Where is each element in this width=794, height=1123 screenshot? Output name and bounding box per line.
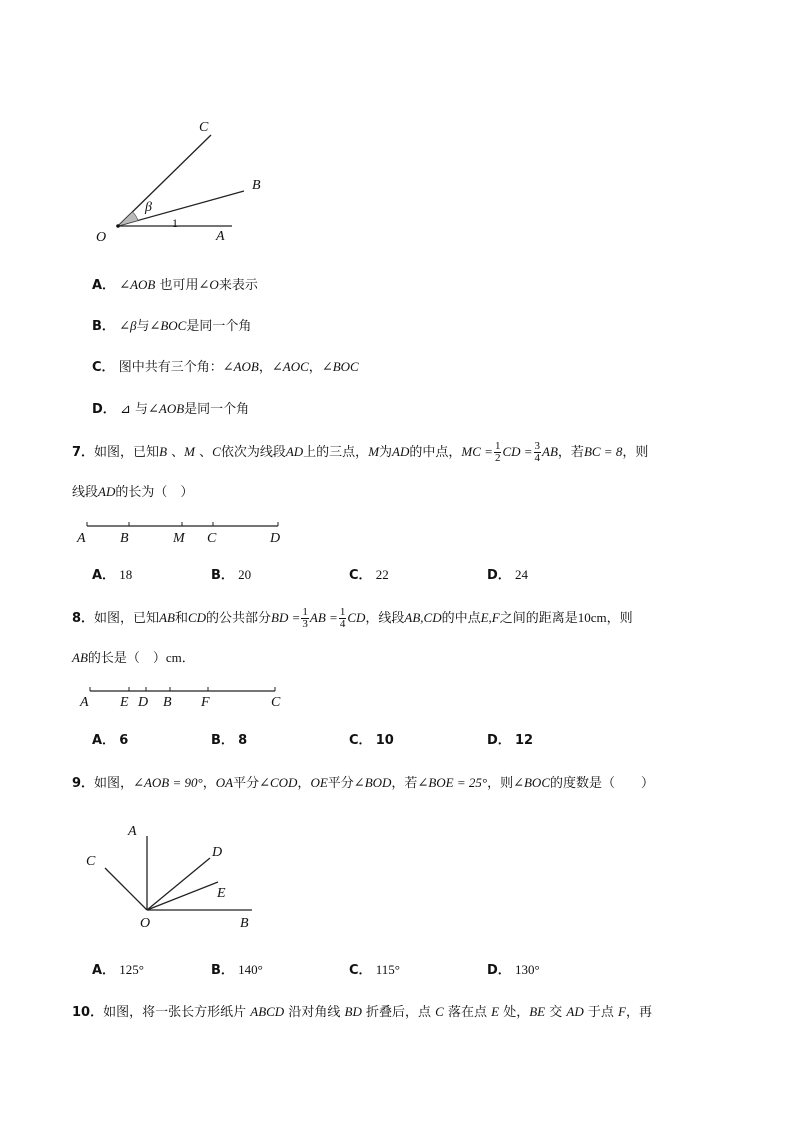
math: BD bbox=[344, 1004, 362, 1019]
point-e-label: E bbox=[120, 695, 129, 710]
q9-choice-c[interactable] bbox=[349, 962, 400, 979]
point-b-label: B bbox=[240, 916, 249, 931]
text: 依次为线段 bbox=[220, 445, 286, 460]
text: 的中点 bbox=[441, 611, 481, 626]
math: M bbox=[368, 444, 380, 459]
math: C bbox=[435, 1004, 444, 1019]
option-label: D． bbox=[487, 568, 511, 583]
point-c-label: C bbox=[207, 531, 217, 546]
option-label: C． bbox=[349, 963, 372, 978]
text: 的中点， bbox=[409, 445, 462, 460]
text: ，线段 bbox=[365, 611, 405, 626]
math: ∠BOE = 25° bbox=[417, 775, 488, 790]
option-value: 8 bbox=[238, 733, 248, 748]
q7-choice-d[interactable] bbox=[487, 567, 528, 584]
option-value: 115° bbox=[375, 962, 400, 977]
text: 如图， bbox=[94, 776, 134, 791]
text: 和 bbox=[174, 611, 188, 626]
math: ∠β bbox=[119, 318, 137, 333]
point-m-label: M bbox=[173, 531, 185, 546]
q8-choice-a[interactable] bbox=[92, 733, 128, 749]
beta-label: β bbox=[145, 200, 152, 215]
option-label: D． bbox=[92, 402, 116, 417]
text: 的度数是（ ） bbox=[550, 776, 655, 791]
point-d-label: D bbox=[138, 695, 149, 710]
q9-choice-a[interactable] bbox=[92, 962, 144, 979]
q10-stem bbox=[72, 1004, 652, 1021]
text: 、 bbox=[167, 445, 185, 460]
question-number: 8． bbox=[72, 611, 95, 626]
text: ， bbox=[297, 776, 311, 791]
math: CD = bbox=[502, 444, 533, 459]
option-label: C． bbox=[349, 733, 372, 748]
math: E bbox=[491, 1004, 500, 1019]
text: 折叠后，点 bbox=[365, 1005, 431, 1020]
q7-stem-line1 bbox=[72, 441, 648, 464]
text: 与 bbox=[134, 402, 148, 417]
math: ∠BOC bbox=[513, 775, 550, 790]
point-a-label: A bbox=[77, 531, 86, 546]
point-a-label: A bbox=[128, 824, 137, 839]
option-label: B． bbox=[211, 733, 234, 748]
point-d-label: D bbox=[212, 845, 223, 860]
option-label: D． bbox=[487, 963, 511, 978]
fraction: $\frac{3}{4}$ bbox=[534, 440, 541, 464]
option-value: 24 bbox=[514, 567, 528, 582]
q7-choice-c[interactable] bbox=[349, 567, 389, 584]
text: 与 bbox=[136, 319, 150, 334]
angle-one-label: 1 bbox=[172, 216, 178, 230]
math: OA bbox=[215, 775, 234, 790]
point-e-label: E bbox=[217, 886, 226, 901]
text: 上的三点， bbox=[303, 445, 369, 460]
option-value: 20 bbox=[238, 567, 252, 582]
text: 沿对角线 bbox=[288, 1005, 341, 1020]
option-value: 18 bbox=[119, 567, 133, 582]
text: 于点 bbox=[587, 1005, 614, 1020]
option-value: 22 bbox=[375, 567, 389, 582]
math: ∠O bbox=[198, 277, 219, 292]
text: 来表示 bbox=[218, 278, 258, 293]
math: 10cm bbox=[577, 610, 607, 625]
q6-option-d[interactable] bbox=[92, 401, 249, 418]
point-b-label: B bbox=[163, 695, 172, 710]
math: ∠AOB bbox=[148, 401, 185, 416]
q9-choice-d[interactable] bbox=[487, 962, 540, 979]
text: 的长是（ ） bbox=[87, 651, 166, 666]
option-label: B． bbox=[211, 963, 234, 978]
text: 是同一个角 bbox=[184, 402, 250, 417]
math: OE bbox=[310, 775, 328, 790]
math: ∠BOC bbox=[149, 318, 187, 333]
math: MC = bbox=[461, 444, 493, 459]
fraction: $\frac{1}{2}$ bbox=[494, 440, 501, 464]
math: AB = bbox=[309, 610, 338, 625]
math: CD bbox=[187, 610, 207, 625]
fraction: $\frac{1}{4}$ bbox=[339, 606, 346, 630]
option-label: A． bbox=[92, 278, 116, 293]
text: 如图，已知 bbox=[94, 611, 160, 626]
math: BD = bbox=[271, 610, 301, 625]
text: ． bbox=[181, 651, 195, 666]
option-label: D． bbox=[487, 733, 511, 748]
math: AB,CD bbox=[404, 610, 442, 625]
q6-option-b[interactable] bbox=[92, 318, 251, 335]
q7-choice-a[interactable] bbox=[92, 567, 132, 584]
text: ，则 bbox=[487, 776, 514, 791]
math: BE bbox=[529, 1004, 546, 1019]
text: ，则 bbox=[622, 445, 649, 460]
math: ∠AOB bbox=[119, 277, 156, 292]
text: 平分 bbox=[327, 776, 354, 791]
math: ∠AOC bbox=[271, 359, 309, 374]
point-a-label: A bbox=[80, 695, 89, 710]
math: AD bbox=[392, 444, 410, 459]
segment-figure-q7 bbox=[72, 518, 292, 552]
math: ∠AOB bbox=[222, 359, 259, 374]
q8-choice-b[interactable] bbox=[211, 733, 247, 749]
question-number: 7． bbox=[72, 445, 95, 460]
question-number: 10． bbox=[72, 1005, 104, 1020]
math: ∠BOC bbox=[321, 359, 359, 374]
point-b-label: B bbox=[252, 178, 261, 193]
math: CD bbox=[347, 610, 366, 625]
text: 处， bbox=[503, 1005, 530, 1020]
text: ，再 bbox=[626, 1005, 653, 1020]
point-f-label: F bbox=[201, 695, 210, 710]
math: ∠BOD bbox=[353, 775, 392, 790]
math: AB bbox=[159, 610, 175, 625]
q7-choice-b[interactable] bbox=[211, 567, 251, 584]
option-value: 6 bbox=[119, 733, 129, 748]
math: AB bbox=[542, 444, 558, 459]
angle-figure-q6 bbox=[80, 110, 280, 250]
q9-choice-b[interactable] bbox=[211, 962, 263, 979]
math: AD bbox=[566, 1004, 584, 1019]
text: 之间的距离是 bbox=[499, 611, 578, 626]
math: C bbox=[212, 444, 221, 459]
text: 、 bbox=[195, 445, 213, 460]
option-value: 12 bbox=[514, 733, 534, 748]
text: ， bbox=[202, 776, 216, 791]
option-value: 140° bbox=[238, 962, 263, 977]
point-c-label: C bbox=[86, 854, 96, 869]
math: AD bbox=[285, 444, 304, 459]
option-label: B． bbox=[92, 319, 115, 334]
text: ，若 bbox=[391, 776, 418, 791]
option-label: C． bbox=[92, 360, 115, 375]
text: 落在点 bbox=[447, 1005, 487, 1020]
text: 如图，将一张长方形纸片 bbox=[103, 1005, 247, 1020]
math: ∠COD bbox=[259, 775, 298, 790]
text: 也可用 bbox=[159, 278, 199, 293]
option-value: 130° bbox=[514, 962, 540, 977]
point-c-label: C bbox=[199, 120, 209, 135]
text: 图中共有三个角： bbox=[118, 360, 223, 375]
angle-figure-q9 bbox=[80, 818, 270, 936]
math: AB bbox=[72, 650, 88, 665]
text: 线段 bbox=[72, 485, 99, 500]
math: M bbox=[184, 444, 195, 459]
q8-choice-d[interactable] bbox=[487, 733, 533, 749]
text: 交 bbox=[549, 1005, 563, 1020]
text: 是同一个角 bbox=[186, 319, 252, 334]
text: ，若 bbox=[557, 445, 584, 460]
q7-stem-line2 bbox=[72, 484, 193, 501]
math: E,F bbox=[480, 610, 500, 625]
point-o-label: O bbox=[140, 916, 151, 931]
q9-stem bbox=[72, 775, 654, 792]
math: ∠AOB = 90° bbox=[133, 775, 203, 790]
point-o-label: O bbox=[96, 230, 107, 245]
q8-choice-c[interactable] bbox=[349, 733, 394, 749]
point-c-label: C bbox=[271, 695, 281, 710]
question-number: 9． bbox=[72, 776, 95, 791]
q8-stem-line1 bbox=[72, 607, 633, 630]
unit: cm bbox=[165, 650, 182, 665]
math: F bbox=[618, 1004, 626, 1019]
math: ABCD bbox=[250, 1004, 285, 1019]
text: 平分 bbox=[233, 776, 260, 791]
option-label: C． bbox=[349, 568, 372, 583]
text: 如图，已知 bbox=[94, 445, 160, 460]
q8-stem-line2 bbox=[72, 650, 195, 667]
fraction: $\frac{1}{3}$ bbox=[302, 606, 308, 630]
math: BC = 8 bbox=[583, 444, 623, 459]
text: 的长为（ ） bbox=[115, 485, 194, 500]
option-label: A． bbox=[92, 963, 116, 978]
math: ⊿ bbox=[119, 401, 131, 416]
text: ，则 bbox=[606, 611, 633, 626]
text: 的公共部分 bbox=[206, 611, 272, 626]
math: AD bbox=[98, 484, 116, 499]
text: ， bbox=[308, 360, 322, 375]
text: 为 bbox=[379, 445, 393, 460]
text: ， bbox=[258, 360, 272, 375]
option-label: B． bbox=[211, 568, 234, 583]
q6-option-a[interactable] bbox=[92, 277, 258, 294]
segment-figure-q8 bbox=[72, 684, 292, 718]
math: B bbox=[159, 444, 168, 459]
option-value: 125° bbox=[119, 962, 144, 977]
option-value: 10 bbox=[375, 733, 394, 748]
point-b-label: B bbox=[120, 531, 129, 546]
option-label: A． bbox=[92, 568, 116, 583]
option-label: A． bbox=[92, 733, 116, 748]
q6-option-c[interactable] bbox=[92, 359, 359, 376]
point-d-label: D bbox=[270, 531, 281, 546]
point-a-label: A bbox=[216, 229, 225, 244]
